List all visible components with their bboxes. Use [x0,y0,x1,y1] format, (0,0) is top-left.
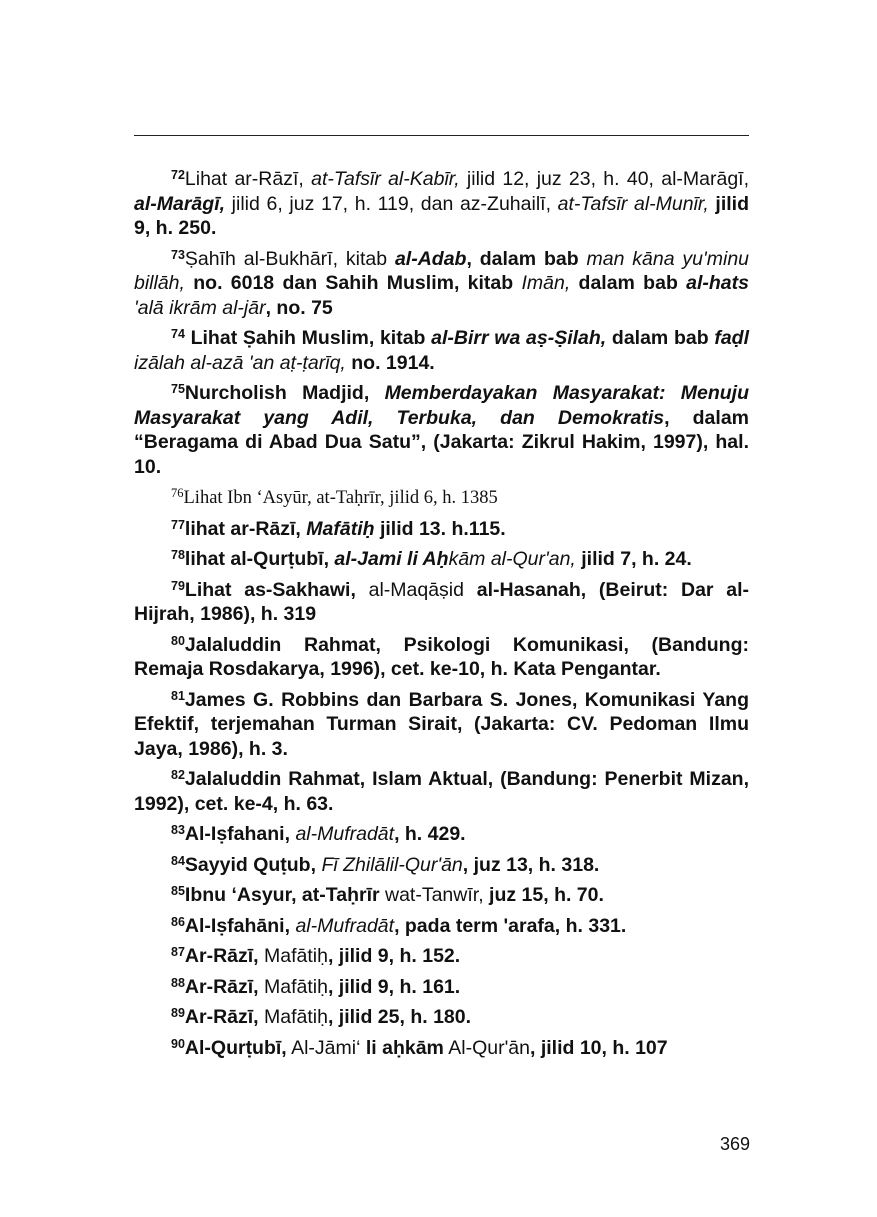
footnote-number: 84 [171,853,185,868]
footnote-text-segment: , juz 13, h. 318. [462,853,600,876]
footnote-text-segment: , jilid 9, h. 152. [327,945,461,967]
footnote-text-segment: James G. Robbins dan Barbara S. Jones, Komunikasi Yang Efektif, terjemahan Turman Sirait, (Jakarta: CV. Pedoman Ilmu Jaya, 1986), h. 3. [134,688,749,760]
footnote-text-segment: Memberdayakan Masyarakat: Menuju Masyarakat yang Adil, Terbuka, dan Demokratis [134,382,749,429]
footnote-text-segment: Mafātiḥ [258,975,328,998]
footnote-text-segment: lihat ar-Rāzī, [184,517,307,540]
footnote-text-segment: jilid 7, h. 24. [575,548,692,570]
footnote-text-segment: Imān, [521,272,571,294]
footnotes-block [134,167,749,1066]
footnote-text-segment: izālah al-azā 'an aṭ-ṭarīq, [134,351,346,374]
footnote-text-segment: al-Birr wa aṣ-Ṣilah, [431,327,607,349]
footnote-text-segment: Nurcholish Madjid, [184,382,385,404]
footnote-text-segment: , h. 429. [394,823,466,845]
footnote-number: 81 [171,688,185,703]
footnote-text-segment: , jilid 9, h. 161. [327,975,461,998]
footnote-text-segment: dalam bab [570,272,687,294]
footnote-text-segment: jilid 6, juz 17, h. 119, dan az-Zuhailī, [225,192,558,215]
footnote-text-segment: al-Adab [394,247,467,270]
footnote-text-segment: Jalaluddin Rahmat, Psikologi Komunikasi, (Bandung: Remaja Rosdakarya, 1996), cet. ke-10, h. Kata Pengantar. [134,633,749,680]
footnote-text-segment: al-Jami li Aḥ [334,548,449,570]
footnote-text-segment: , no. 75 [265,296,333,319]
footnote-text-segment: Mafātiḥ [258,945,328,967]
footnote-text-segment: Lihat as-Sakhawi, [184,578,369,601]
footnote-text-segment: Al-Jāmi‘ [286,1036,366,1059]
footnote-text-segment: Al-Qurṭubī, [184,1036,287,1059]
footnote-text-segment: Al-Iṣfahāni, [184,914,296,937]
footnote-86 [134,914,749,939]
footnote-number: 80 [171,633,185,648]
footnote-text-segment: Fī Zhilālil-Qur'ān [321,853,463,876]
footnote-text-segment: kām al-Qur'an, [448,548,576,570]
footnote-73 [134,247,749,321]
footnote-78 [134,547,749,572]
footnote-text-segment: no. 1914. [345,351,435,374]
footnote-text-segment: Mafātiḥ [306,517,375,540]
page-number: 369 [719,1134,750,1154]
footnote-text-segment: no. 6018 dan Sahih Muslim, kitab [184,272,522,294]
footnote-text-segment: Ar-Rāzī, [184,945,259,967]
footnote-text-segment: , pada term 'arafa, h. 331. [394,914,627,937]
footnote-text-segment: Ṣahīh al-Bukhārī, kitab [184,247,395,270]
footnote-text-segment: Lihat ar-Rāzī, [184,168,312,190]
footnote-text-segment: juz 15, h. 70. [483,884,604,906]
footnote-number: 76 [171,486,184,500]
footnote-text-segment: jilid 13. h.115. [374,517,506,540]
footnote-number: 78 [171,548,185,562]
footnote-text-segment: Al-Qur'ān [443,1036,530,1059]
footnote-77 [134,517,749,542]
footnote-number: 86 [171,914,185,929]
footnote-text-segment: al-Mufradāt [295,914,395,937]
footnote-84 [134,853,749,878]
footnote-text-segment: , dalam bab [466,247,587,270]
footnote-text-segment: Jalaluddin Rahmat, Islam Aktual, (Bandung: Penerbit Mizan, 1992), cet. ke-4, h. 63. [134,768,749,815]
footnote-text-segment: jilid 9, h. 250. [134,192,750,239]
footnote-number: 87 [171,945,185,959]
footnote-text-segment: at-Tafsīr al-Munīr, [557,192,709,215]
footnote-88 [134,975,749,1000]
footnote-text-segment: , dalam “Beragama di Abad Dua Satu”, (Jakarta: Zikrul Hakim, 1997), hal. 10. [134,406,750,478]
footnote-83 [134,822,749,847]
footnote-number: 83 [171,823,185,837]
footnote-text-segment: Ibnu ‘Asyur, at-Taḥrīr [184,884,380,906]
footnote-text-segment: al-Marāgī, [134,192,226,215]
footnote-76 [134,485,749,511]
footnote-82 [134,767,749,816]
footnote-number: 82 [171,768,185,782]
footnote-number: 75 [171,382,185,396]
footnote-text-segment: at-Tafsīr al-Kabīr, [311,168,460,190]
footnote-text-segment: jilid 12, juz 23, h. 40, al-Marāgī, [459,168,750,190]
footnote-text-segment: Ar-Rāzī, [184,1006,259,1028]
footnote-text-segment: al-hats [686,272,749,294]
footnote-80 [134,633,749,682]
footnote-89 [134,1005,749,1030]
footnote-number: 89 [171,1006,185,1020]
footnote-text-segment: man kāna yu'minu billāh, [134,247,750,294]
footnote-number: 88 [171,975,185,990]
footnote-text-segment: al-Mufradāt [295,823,395,845]
footnote-number: 72 [171,168,185,182]
footnote-87 [134,944,749,969]
footnote-text-segment: Al-Iṣfahani, [184,823,296,845]
footnote-text-segment: faḍl [714,327,750,349]
footnote-text-segment: dalam bab [606,327,715,349]
footnote-85 [134,883,749,908]
footnote-text-segment: , jilid 10, h. 107 [529,1036,668,1059]
footnote-number: 73 [171,247,185,262]
footnote-text-segment: , jilid 25, h. 180. [327,1006,472,1028]
footnote-text-segment: Lihat Ṣahih Muslim, kitab [184,327,432,349]
footnote-number: 77 [171,517,185,532]
footnote-75 [134,381,749,479]
footnote-text-segment: Sayyid Quṭub, [184,853,322,876]
footnote-number: 90 [171,1036,185,1051]
footnote-text-segment: Mafātiḥ [258,1006,328,1028]
footnote-text-segment: 'alā ikrām al-jār [134,296,266,319]
footnote-81 [134,688,749,762]
footnote-74 [134,326,749,375]
footnote-text-segment: wat-Tanwīr, [379,884,484,906]
footnote-number: 74 [171,327,185,341]
footnote-text-segment: li aḥkām [365,1036,444,1059]
footnote-text-segment: lihat al-Qurṭubī, [184,548,335,570]
footnote-number: 85 [171,884,185,898]
footnote-text-segment: al-Maqāṣid [368,578,464,601]
footnote-79 [134,578,749,627]
footnote-text-segment: Lihat Ibn ‘Asyūr, at-Taḥrīr, jilid 6, h. 1385 [183,488,498,508]
footnote-72 [134,167,749,241]
footnote-text-segment: al-Hasanah, (Beirut: Dar al-Hijrah, 1986), h. 319 [134,578,749,625]
footnote-separator-rule [134,135,749,136]
footnote-number: 79 [171,578,185,593]
footnote-90 [134,1036,749,1061]
footnote-text-segment: Ar-Rāzī, [184,975,259,998]
